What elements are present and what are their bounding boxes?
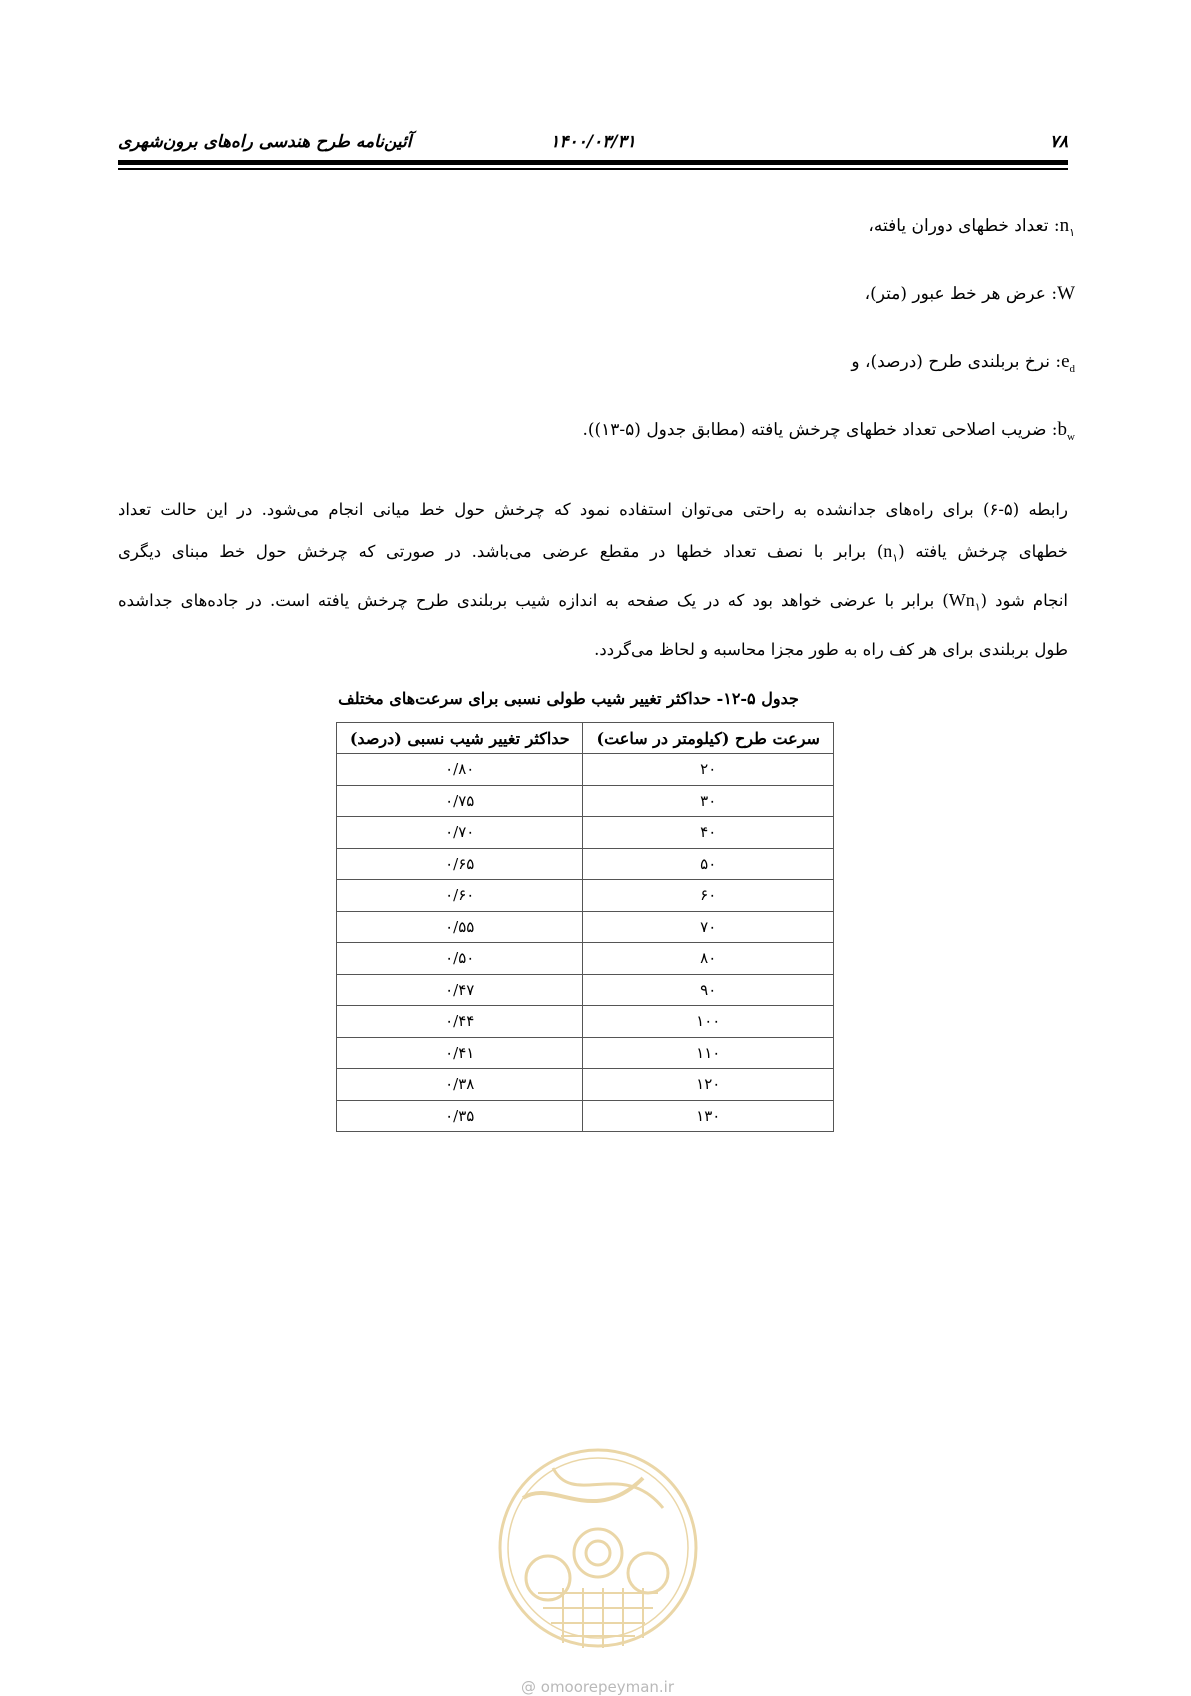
cell-speed: ۹۰ bbox=[583, 974, 834, 1006]
table-row bbox=[337, 1100, 834, 1132]
column-header-speed: سرعت طرح (کیلومتر در ساعت) bbox=[583, 723, 834, 754]
table-row bbox=[337, 943, 834, 975]
watermark-site: @ omoorepeyman.ir bbox=[520, 1678, 675, 1696]
header-title: آئین‌نامه طرح هندسی راه‌های برون‌شهری bbox=[118, 132, 412, 152]
header-rule-thin bbox=[118, 168, 1068, 170]
table-caption: جدول ۵-۱۲- حداکثر تغییر شیب طولی نسبی برای سرعت‌های مختلف bbox=[338, 689, 799, 708]
table-row bbox=[337, 880, 834, 912]
table-row bbox=[337, 817, 834, 849]
cell-speed: ۱۲۰ bbox=[583, 1069, 834, 1101]
table-body bbox=[337, 754, 834, 1132]
cell-speed: ۱۱۰ bbox=[583, 1037, 834, 1069]
column-header-slope: حداکثر تغییر شیب نسبی (درصد) bbox=[337, 723, 583, 754]
cell-speed: ۱۰۰ bbox=[583, 1006, 834, 1038]
cell-slope: ۰/۵۰ bbox=[337, 943, 583, 975]
table-row bbox=[337, 1069, 834, 1101]
cell-speed: ۳۰ bbox=[583, 785, 834, 817]
definition-symbol: $n_۱$ bbox=[1059, 215, 1075, 239]
paragraph-line: خطهای چرخش یافته $(n_۱)$ برابر با نصف تعداد خطها در مقطع عرضی می‌باشد. در صورتی که چرخش حول خط مبنای دیگری bbox=[118, 540, 1068, 565]
cell-speed: ۷۰ bbox=[583, 911, 834, 943]
cell-speed: ۲۰ bbox=[583, 754, 834, 786]
definition-item bbox=[175, 280, 1075, 348]
definition-item bbox=[175, 416, 1075, 484]
header-date: ۱۴۰۰/۰۳/۳۱ bbox=[550, 132, 636, 152]
page-number: ۷۸ bbox=[1049, 132, 1068, 152]
header-rule-thick bbox=[118, 160, 1068, 165]
cell-speed: ۶۰ bbox=[583, 880, 834, 912]
paragraph-line: رابطه (۵-۶) برای راه‌های جدانشده به راحتی می‌توان استفاده نمود که چرخش حول خط میانی انجام می‌شود. در این حالت تعداد bbox=[118, 500, 1068, 519]
definition-item bbox=[175, 348, 1075, 416]
speed-slope-table bbox=[336, 722, 834, 1132]
definition-text: : عرض هر خط عبور (متر)، bbox=[864, 284, 1058, 304]
table-row bbox=[337, 848, 834, 880]
cell-speed: ۱۳۰ bbox=[583, 1100, 834, 1132]
page-header bbox=[118, 132, 1068, 158]
table-row bbox=[337, 974, 834, 1006]
paragraph-line: انجام شود $(Wn_۱)$ برابر با عرضی خواهد بود که در یک صفحه به اندازه شیب بربلندی طرح چرخش یافته است. در جاده‌های جداشده bbox=[118, 589, 1068, 614]
cell-slope: ۰/۶۰ bbox=[337, 880, 583, 912]
paragraph-line: طول بربلندی برای هر کف راه به طور مجزا محاسبه و لحاظ می‌گردد. bbox=[594, 639, 1068, 659]
watermark-logo bbox=[493, 1438, 703, 1688]
cell-slope: ۰/۸۰ bbox=[337, 754, 583, 786]
definition-text: : تعداد خطهای دوران یافته، bbox=[868, 216, 1060, 236]
table-row bbox=[337, 754, 834, 786]
table-row bbox=[337, 1037, 834, 1069]
cell-slope: ۰/۳۵ bbox=[337, 1100, 583, 1132]
cell-slope: ۰/۳۸ bbox=[337, 1069, 583, 1101]
cell-slope: ۰/۴۷ bbox=[337, 974, 583, 1006]
definition-text: : نرخ بربلندی طرح (درصد)، و bbox=[851, 352, 1062, 372]
cell-slope: ۰/۷۵ bbox=[337, 785, 583, 817]
definitions-list bbox=[175, 212, 1075, 484]
definition-symbol: $e_d$ bbox=[1061, 351, 1075, 375]
table-row bbox=[337, 911, 834, 943]
cell-speed: ۵۰ bbox=[583, 848, 834, 880]
cell-slope: ۰/۵۵ bbox=[337, 911, 583, 943]
definition-symbol: $b_w$ bbox=[1057, 419, 1075, 443]
definition-symbol: W bbox=[1057, 283, 1075, 304]
definition-item bbox=[175, 212, 1075, 280]
body-paragraph bbox=[118, 489, 1068, 670]
cell-speed: ۴۰ bbox=[583, 817, 834, 849]
table-row bbox=[337, 785, 834, 817]
cell-slope: ۰/۴۴ bbox=[337, 1006, 583, 1038]
cell-slope: ۰/۴۱ bbox=[337, 1037, 583, 1069]
cell-speed: ۸۰ bbox=[583, 943, 834, 975]
table-row bbox=[337, 1006, 834, 1038]
cell-slope: ۰/۶۵ bbox=[337, 848, 583, 880]
table-header-row bbox=[337, 723, 834, 754]
definition-text: : ضریب اصلاحی تعداد خطهای چرخش یافته (مطابق جدول (۵-۱۳)). bbox=[582, 420, 1058, 440]
cell-slope: ۰/۷۰ bbox=[337, 817, 583, 849]
